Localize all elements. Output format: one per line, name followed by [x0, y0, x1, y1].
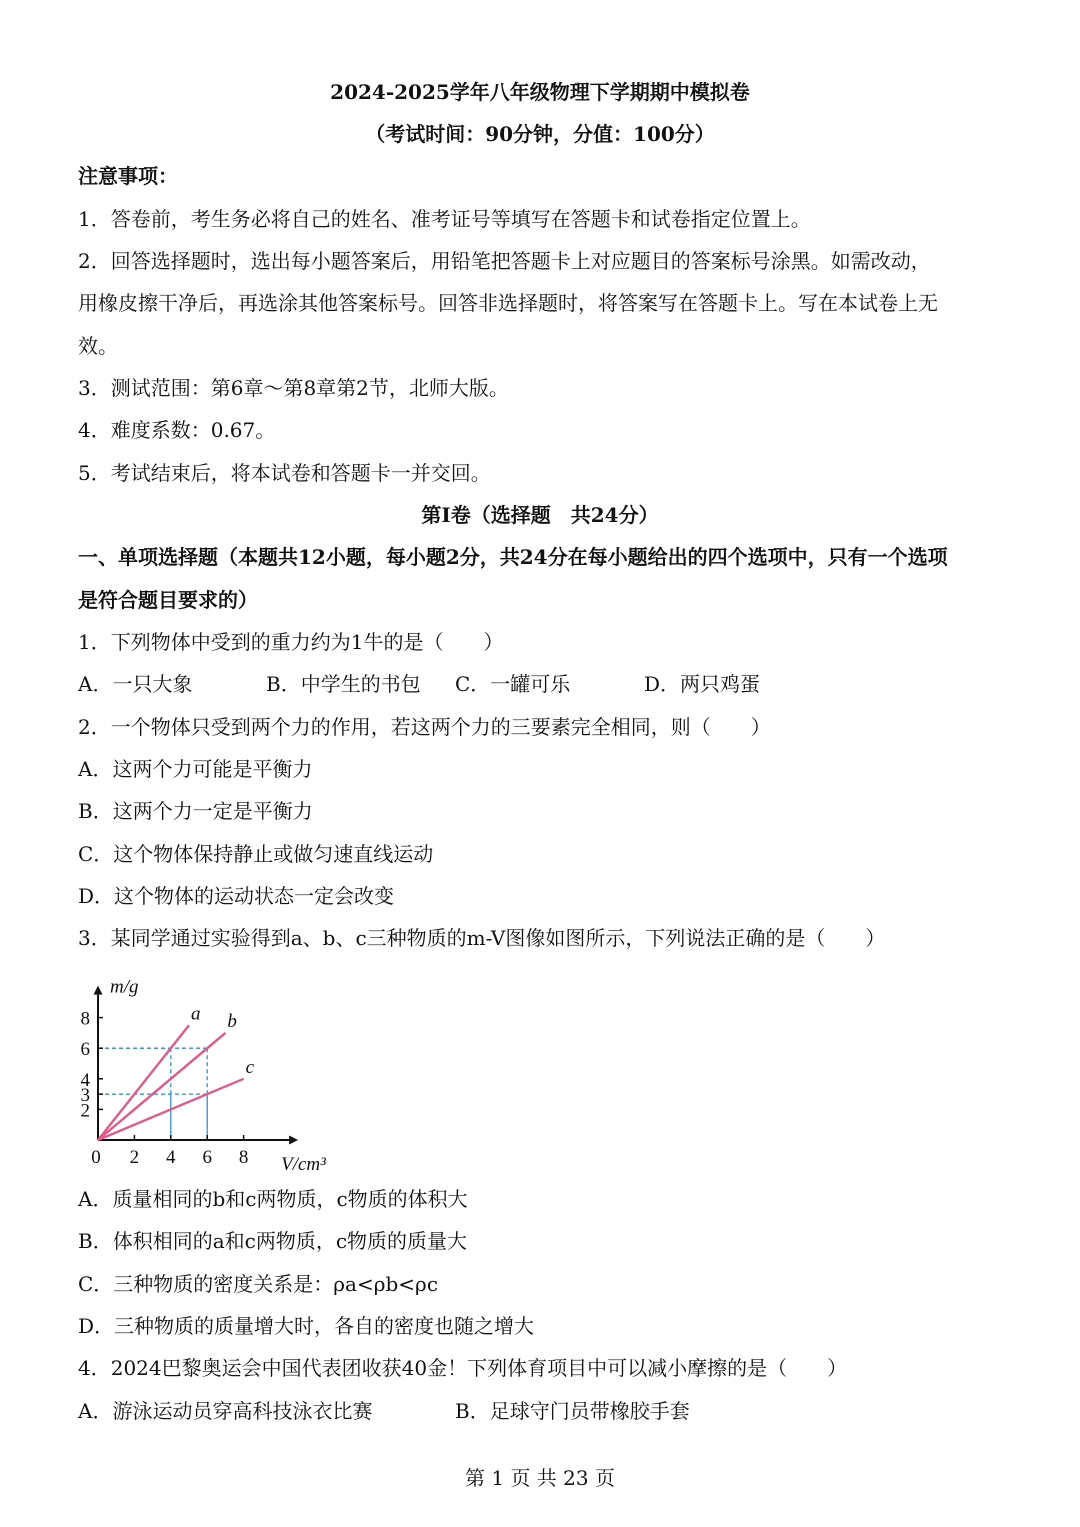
- mass-volume-chart: [70, 962, 340, 1177]
- exam-subtitle: （考试时间：90分钟，分值：100分）: [365, 122, 715, 146]
- q2-option-c: C．这个物体保持静止或做匀速直线运动: [78, 842, 434, 866]
- y-tick-label-1: 3: [80, 1085, 90, 1107]
- q1-option-d: D．两只鸡蛋: [644, 672, 761, 696]
- x-tick-label-1: 2: [129, 1147, 140, 1168]
- x-axis-label: V/cm³: [281, 1154, 326, 1175]
- series-line-a: [98, 1025, 189, 1140]
- part-heading-line-1: 一、单项选择题（本题共12小题，每小题2分，共24分在每小题给出的四个选项中，只有一个选项: [78, 545, 948, 569]
- q2-option-b: B．这两个力一定是平衡力: [78, 799, 313, 823]
- q1-option-b: B．中学生的书包: [266, 672, 421, 696]
- q4-option-b: B．足球守门员带橡胶手套: [455, 1399, 690, 1423]
- y-axis-label: m/g: [110, 976, 139, 998]
- x-tick-label-4: 8: [238, 1147, 249, 1168]
- q4-options: [78, 1397, 1010, 1425]
- series-label-b: b: [227, 1010, 237, 1032]
- notice-item-2-line-3: 效。: [78, 334, 118, 358]
- part-heading-line-2: 是符合题目要求的）: [78, 588, 258, 612]
- notice-item-5: 5．考试结束后，将本试卷和答题卡一并交回。: [78, 461, 491, 485]
- y-axis-arrow-icon: [94, 986, 103, 995]
- notice-item-2-line-1: 2．回答选择题时，选出每小题答案后，用铅笔把答题卡上对应题目的答案标号涂黑。如需改动，: [78, 249, 931, 273]
- q3-option-d: D．三种物质的质量增大时，各自的密度也随之增大: [78, 1314, 535, 1338]
- series-label-c: c: [245, 1056, 255, 1078]
- exam-title: 2024-2025学年八年级物理下学期期中模拟卷: [330, 80, 750, 104]
- notice-item-2-line-2: 用橡皮擦干净后，再选涂其他答案标号。回答非选择题时，将答案写在答题卡上。写在本试卷上无: [78, 291, 938, 315]
- notice-item-4: 4．难度系数：0.67。: [78, 418, 276, 442]
- volume-heading: 第Ⅰ卷（选择题 共24分）: [421, 503, 659, 527]
- x-tick-label-2: 4: [166, 1147, 176, 1168]
- y-tick-label-0: 2: [80, 1100, 90, 1122]
- q1-option-c: C．一罐可乐: [455, 672, 571, 696]
- x-axis-arrow-icon: [289, 1136, 298, 1145]
- q1-stem: 1．下列物体中受到的重力约为1牛的是（ ）: [78, 630, 504, 654]
- q2-stem: 2．一个物体只受到两个力的作用，若这两个力的三要素完全相同，则（ ）: [78, 715, 771, 739]
- q3-option-a: A．质量相同的b和c两物质，c物质的体积大: [78, 1187, 468, 1211]
- q1-options: [78, 670, 1010, 698]
- q3-option-b: B．体积相同的a和c两物质，c物质的质量大: [78, 1229, 468, 1253]
- q4-stem: 4．2024巴黎奥运会中国代表团收获40金！下列体育项目中可以减小摩擦的是（ ）: [78, 1356, 848, 1380]
- q3-stem: 3．某同学通过实验得到a、b、c三种物质的m-V图像如图所示，下列说法正确的是（ ）: [78, 926, 886, 950]
- notice-item-3: 3．测试范围：第6章～第8章第2节，北师大版。: [78, 376, 509, 400]
- q3-option-c: C．三种物质的密度关系是：ρa<ρb<ρc: [78, 1272, 439, 1296]
- y-tick-label-3: 6: [80, 1039, 90, 1061]
- page-footer: 第 1 页 共 23 页: [465, 1466, 615, 1490]
- y-tick-label-2: 4: [80, 1069, 90, 1091]
- notice-heading: 注意事项：: [78, 164, 178, 188]
- x-tick-label-0: 0: [91, 1147, 101, 1168]
- q4-option-a: A．游泳运动员穿高科技泳衣比赛: [78, 1399, 373, 1423]
- y-tick-label-4: 8: [80, 1008, 90, 1030]
- q2-option-a: A．这两个力可能是平衡力: [78, 757, 313, 781]
- series-label-a: a: [191, 1003, 201, 1025]
- q2-option-d: D．这个物体的运动状态一定会改变: [78, 884, 395, 908]
- x-tick-label-3: 6: [202, 1147, 212, 1168]
- series-line-b: [98, 1033, 225, 1140]
- q1-option-a: A．一只大象: [78, 672, 193, 696]
- notice-item-1: 1．答卷前，考生务必将自己的姓名、准考证号等填写在答题卡和试卷指定位置上。: [78, 207, 811, 231]
